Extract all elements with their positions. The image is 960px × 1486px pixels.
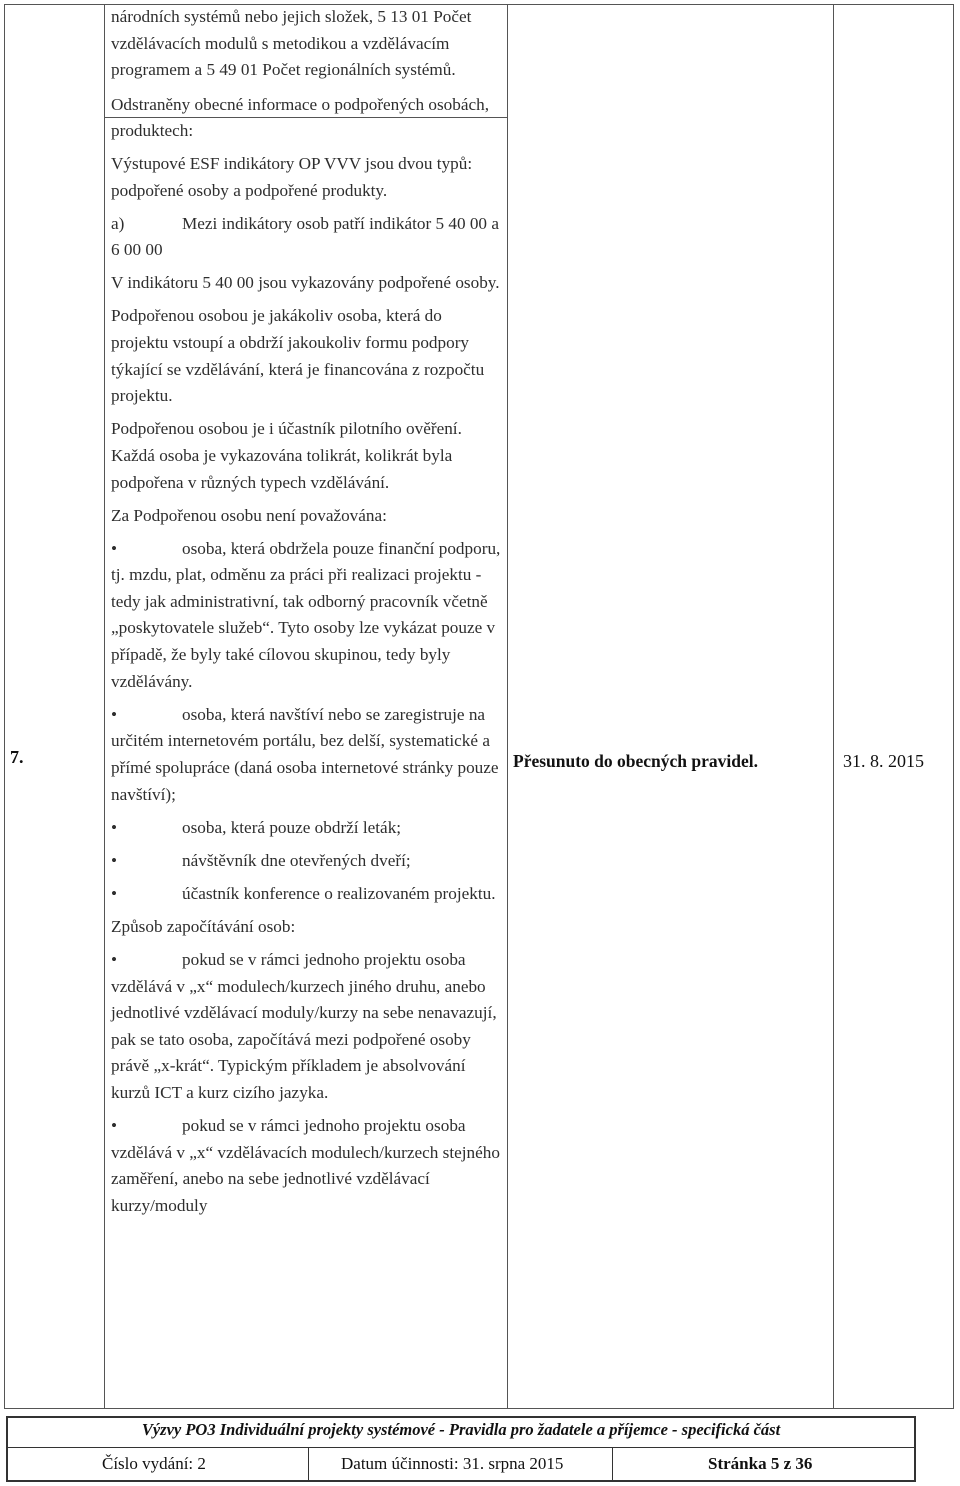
bullet-icon: • — [111, 883, 118, 903]
bullet-icon: • — [111, 1116, 118, 1136]
bullet-icon: • — [111, 817, 118, 837]
table-border-bottom — [4, 1408, 954, 1409]
change-date: 31. 8. 2015 — [843, 751, 924, 771]
paragraph: Podpořenou osobou je i účastník pilotního ověření. Každá osoba je vykazována tolikrát, kolikrát byla podpořena v různých typech vzdělávání. — [111, 419, 462, 492]
row-number: 7. — [10, 747, 24, 767]
bullet-icon: • — [111, 850, 118, 870]
table-border-left — [4, 4, 5, 1409]
table-divider-1 — [104, 4, 105, 1409]
list-item: • pokud se v rámci jednoho projektu osoba vzdělává v „x“ vzdělávacích modulech/kurzech stejného zaměření, anebo na sebe jednotlivé vzdělávací kurzy/moduly — [111, 1113, 503, 1219]
footer-border-top — [6, 1416, 916, 1418]
change-note: Přesunuto do obecných pravidel. — [513, 751, 759, 771]
paragraph: Výstupové ESF indikátory OP VVV jsou dvou typů: podpořené osoby a podpořené produkty. — [111, 153, 473, 200]
paragraph: Způsob započítávání osob: — [111, 916, 296, 936]
list-marker: a) — [111, 213, 125, 233]
paragraph: Podpořenou osobou je jakákoliv osoba, která do projektu vstoupí a obdrží jakoukoliv formu podpory týkající se vzdělávání, která je financována z rozpočtu projektu. — [111, 306, 485, 406]
footer-col-divider-2 — [612, 1447, 613, 1481]
list-item: • účastník konference o realizovaném projektu. — [111, 881, 503, 908]
footer-border-bottom — [6, 1480, 916, 1482]
paragraph: Za Podpořenou osobu není považována: — [111, 505, 387, 525]
bullet-icon: • — [111, 950, 118, 969]
footer-title: Výzvy PO3 Individuální projekty systémové - Pravidla pro žadatele a příjemce - specifická část — [141, 1420, 781, 1439]
list-item: • návštěvník dne otevřených dveří; — [111, 848, 503, 875]
list-item: • osoba, která obdržela pouze finanční podporu, tj. mzdu, plat, odměnu za práci při realizaci projektu - tedy jak administrativní, tak odborný pracovník včetně „poskytovatele služeb“. Tyto osoby lze vykázat pouze v případě, že byly také cílovou skupinou, tedy byly vzdělávány. — [111, 536, 503, 696]
table-border-right — [953, 4, 954, 1409]
change-description — [111, 4, 503, 1219]
bullet-icon: • — [111, 704, 118, 724]
table-divider-3 — [833, 4, 834, 1409]
footer-divider — [6, 1447, 916, 1448]
issue-number: Číslo vydání: 2 — [102, 1454, 206, 1473]
table-divider-2 — [507, 4, 508, 1409]
footer-col-divider-1 — [308, 1447, 309, 1481]
effective-date: Datum účinnosti: 31. srpna 2015 — [341, 1454, 564, 1473]
list-item: • pokud se v rámci jednoho projektu osoba vzdělává v „x“ modulech/kurzech jiného druhu, anebo jednotlivé vzdělávací moduly/kurzy na sebe nenavazují, pak se tato osoba, započítává mezi podpořené osoby právě „x-krát“. Typickým příkladem je absolvování kurzů ICT a kurz cizího jazyka. — [111, 947, 503, 1107]
paragraph: Odstraněny obecné informace o podpořených osobách, produktech: — [111, 94, 489, 141]
paragraph: národních systémů nebo jejich složek, 5 13 01 Počet vzdělávacích modulů s metodikou a vzdělávacím programem a 5 49 01 Počet regionálních systémů. — [111, 7, 472, 80]
footer-border-right — [914, 1416, 916, 1482]
paragraph: a) Mezi indikátory osob patří indikátor 5 40 00 a 6 00 00 — [111, 211, 503, 264]
list-item: • osoba, která pouze obdrží leták; — [111, 815, 503, 842]
paragraph: V indikátoru 5 40 00 jsou vykazovány podpořené osoby. — [111, 273, 500, 293]
bullet-icon: • — [111, 538, 118, 558]
page-number: Stránka 5 z 36 — [708, 1454, 813, 1473]
list-item: • osoba, která navštíví nebo se zaregistruje na určitém internetovém portálu, bez delší, systematické a přímé spolupráce (daná osoba internetové stránky pouze navštíví); — [111, 702, 503, 808]
